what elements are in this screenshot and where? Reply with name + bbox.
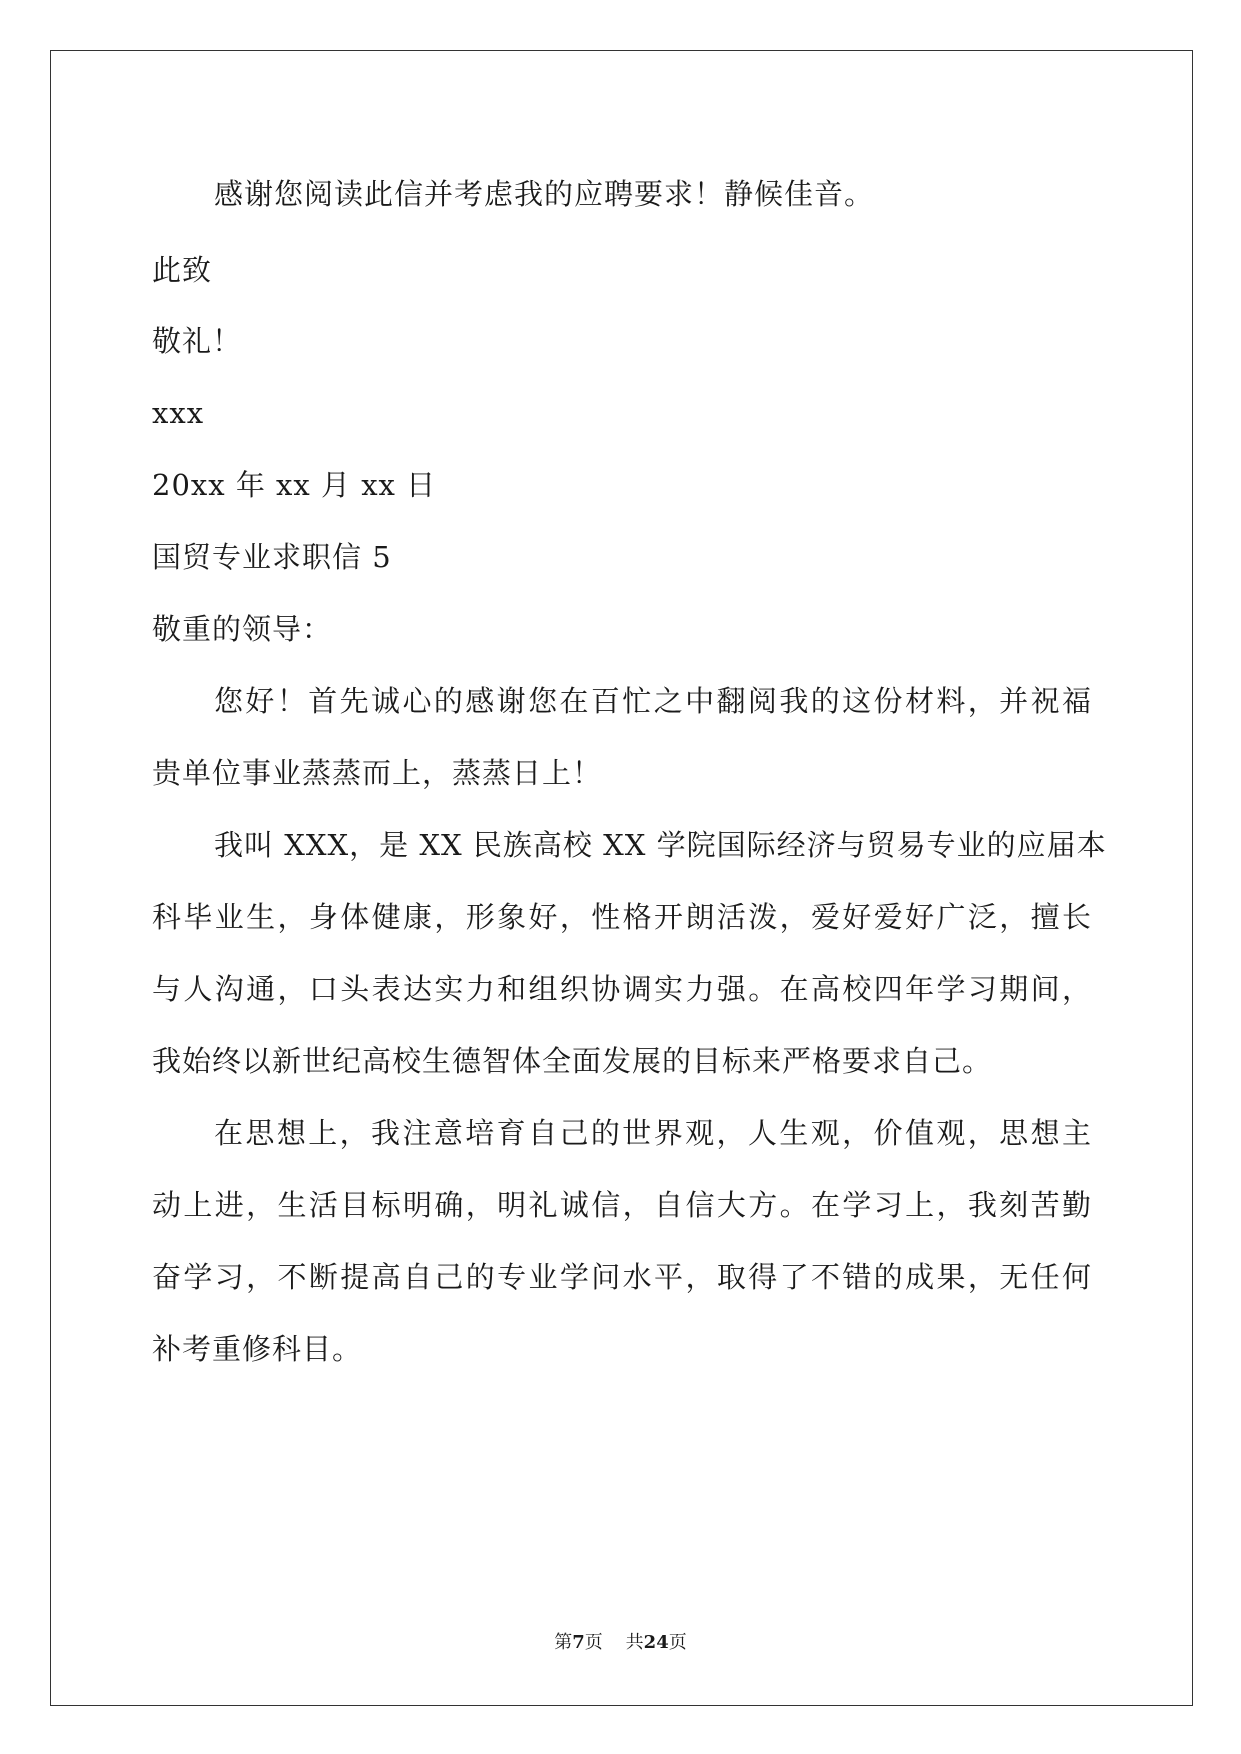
paragraph-1-line-2: 贵单位事业蒸蒸而上，蒸蒸日上！ (152, 756, 603, 790)
letter-greeting: 敬重的领导： (152, 612, 333, 646)
paragraph-2-line-3: 与人沟通，口头表达实力和组织协调实力强。在高校四年学习期间， (152, 972, 1092, 1006)
salutation-jingli: 敬礼！ (152, 324, 243, 358)
footer-total-pages: 24 (643, 1632, 669, 1653)
salutation-cizhi: 此致 (152, 253, 213, 287)
paragraph-3-line-4: 补考重修科目。 (152, 1332, 363, 1366)
signature-date: 20xx 年 xx 月 xx 日 (152, 468, 437, 502)
paragraph-3-line-1: 在思想上，我注意培育自己的世界观，人生观，价值观，思想主 (214, 1116, 1092, 1150)
paragraph-3-line-3: 奋学习，不断提高自己的专业学问水平，取得了不错的成果，无任何 (152, 1260, 1092, 1294)
footer-page-suffix: 页 (584, 1632, 603, 1653)
page-footer (0, 1631, 1241, 1655)
footer-page-number: 7 (572, 1632, 585, 1653)
paragraph-2-line-1: 我叫 XXX，是 XX 民族高校 XX 学院国际经济与贸易专业的应届本 (214, 828, 1107, 862)
letter-title: 国贸专业求职信 5 (152, 540, 392, 574)
footer-total-prefix: 共 (625, 1632, 644, 1653)
paragraph-3-line-2: 动上进，生活目标明确，明礼诚信，自信大方。在学习上，我刻苦勤 (152, 1188, 1092, 1222)
closing-sentence: 感谢您阅读此信并考虑我的应聘要求！静候佳音。 (214, 177, 875, 211)
paragraph-1-line-1: 您好！首先诚心的感谢您在百忙之中翻阅我的这份材料，并祝福 (214, 684, 1092, 718)
footer-prefix: 第 (554, 1632, 573, 1653)
page-frame (50, 50, 1193, 1706)
footer-total-suffix: 页 (668, 1632, 687, 1653)
signature-name: xxx (152, 396, 205, 430)
paragraph-2-line-2: 科毕业生，身体健康，形象好，性格开朗活泼，爱好爱好广泛，擅长 (152, 900, 1092, 934)
paragraph-2-line-4: 我始终以新世纪高校生德智体全面发展的目标来严格要求自己。 (152, 1044, 993, 1078)
